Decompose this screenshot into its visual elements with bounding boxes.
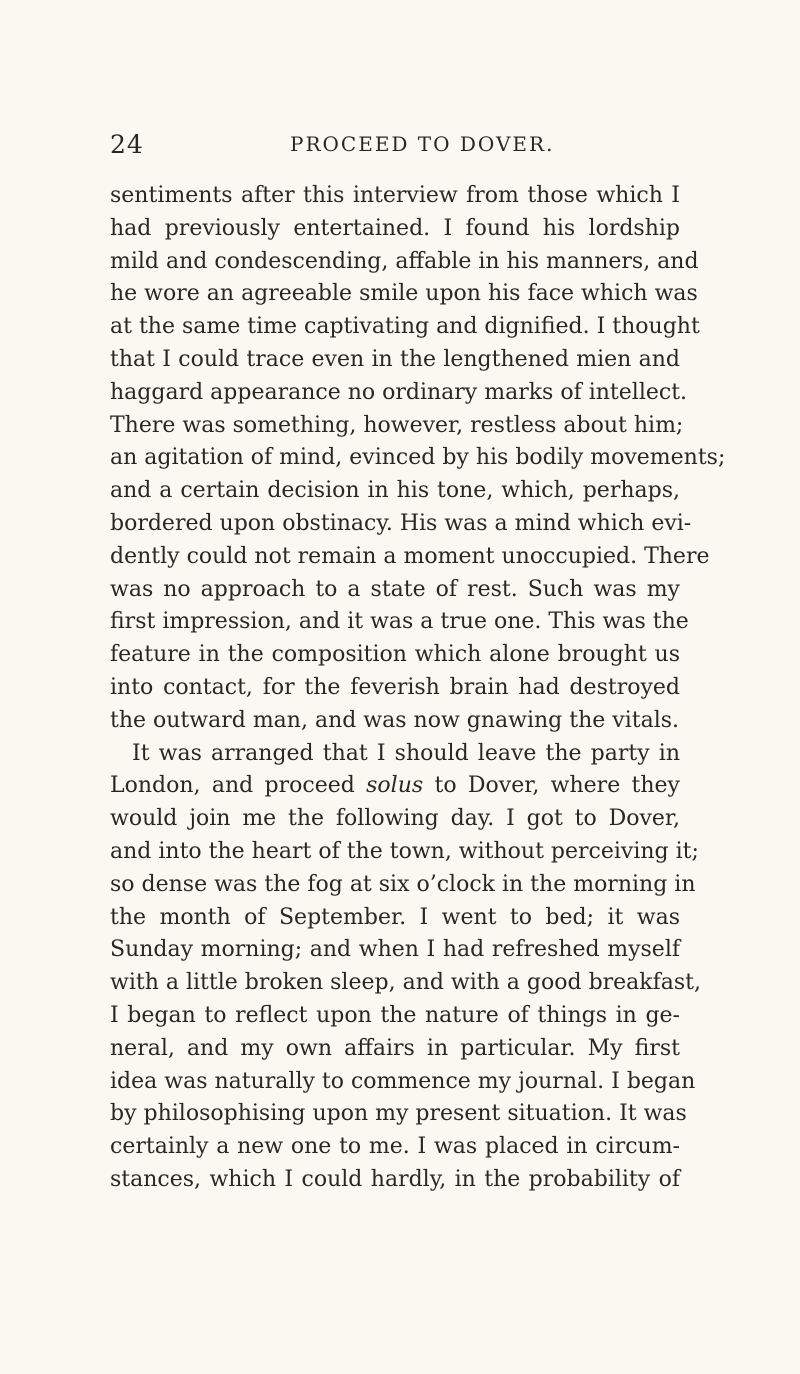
text-segment: to Dover, where they (423, 773, 680, 799)
text-line: mild and condescending, affable in his manners, and (110, 248, 699, 274)
page-header (110, 130, 680, 170)
page-number: 24 (110, 130, 144, 159)
text-line: bordered upon obstinacy. His was a mind which evi- (110, 510, 692, 536)
text-line: an agitation of mind, evinced by his bodily movements; (110, 445, 726, 471)
text-segment: London, and proceed (110, 773, 367, 799)
text-line: stances, which I could hardly, in the probability of (110, 1166, 680, 1192)
text-line: haggard appearance no ordinary marks of intellect. (110, 379, 688, 405)
text-line: by philosophising upon my present situation. It was (110, 1101, 687, 1127)
text-line: that I could trace even in the lengthened mien and (110, 346, 680, 372)
text-line: neral, and my own affairs in particular. My first (110, 1035, 680, 1061)
text-line: so dense was the fog at six o’clock in the morning in (110, 871, 696, 897)
body-text (110, 180, 726, 1197)
text-line: would join me the following day. I got to Dover, (110, 806, 680, 832)
text-line: with a little broken sleep, and with a good breakfast, (110, 970, 702, 996)
text-line: the month of September. I went to bed; it was (110, 904, 680, 930)
text-line: I began to reflect upon the nature of things in ge- (110, 1002, 680, 1028)
running-head: PROCEED TO DOVER. (290, 132, 555, 156)
text-line: was no approach to a state of rest. Such was my (110, 576, 680, 602)
text-line: sentiments after this interview from those which I (110, 183, 680, 208)
italic-word: solus (366, 773, 424, 799)
text-line: and into the heart of the town, without perceiving it; (110, 838, 699, 864)
text-line: into contact, for the feverish brain had destroyed (110, 674, 680, 700)
text-line: Sunday morning; and when I had refreshed myself (110, 937, 680, 963)
text-line: and a certain decision in his tone, which, perhaps, (110, 478, 680, 504)
text-line-paragraph-end: the outward man, and was now gnawing the vitals. (110, 707, 680, 733)
text-line: he wore an agreeable smile upon his face which was (110, 281, 698, 307)
text-line: had previously entertained. I found his lordship (110, 215, 680, 241)
text-line-paragraph-start: It was arranged that I should leave the party in (132, 740, 680, 766)
text-line: at the same time captivating and dignified. I thought (110, 314, 700, 340)
text-line: idea was naturally to commence my journal. I began (110, 1068, 696, 1094)
text-line: feature in the composition which alone brought us (110, 642, 680, 668)
text-line-with-italic (110, 770, 680, 803)
text-line: first impression, and it was a true one. This was the (110, 609, 689, 635)
text-line: certainly a new one to me. I was placed in circum- (110, 1134, 680, 1160)
text-line: dently could not remain a moment unoccupied. There (110, 543, 710, 569)
text-line: There was something, however, restless about him; (110, 412, 684, 438)
